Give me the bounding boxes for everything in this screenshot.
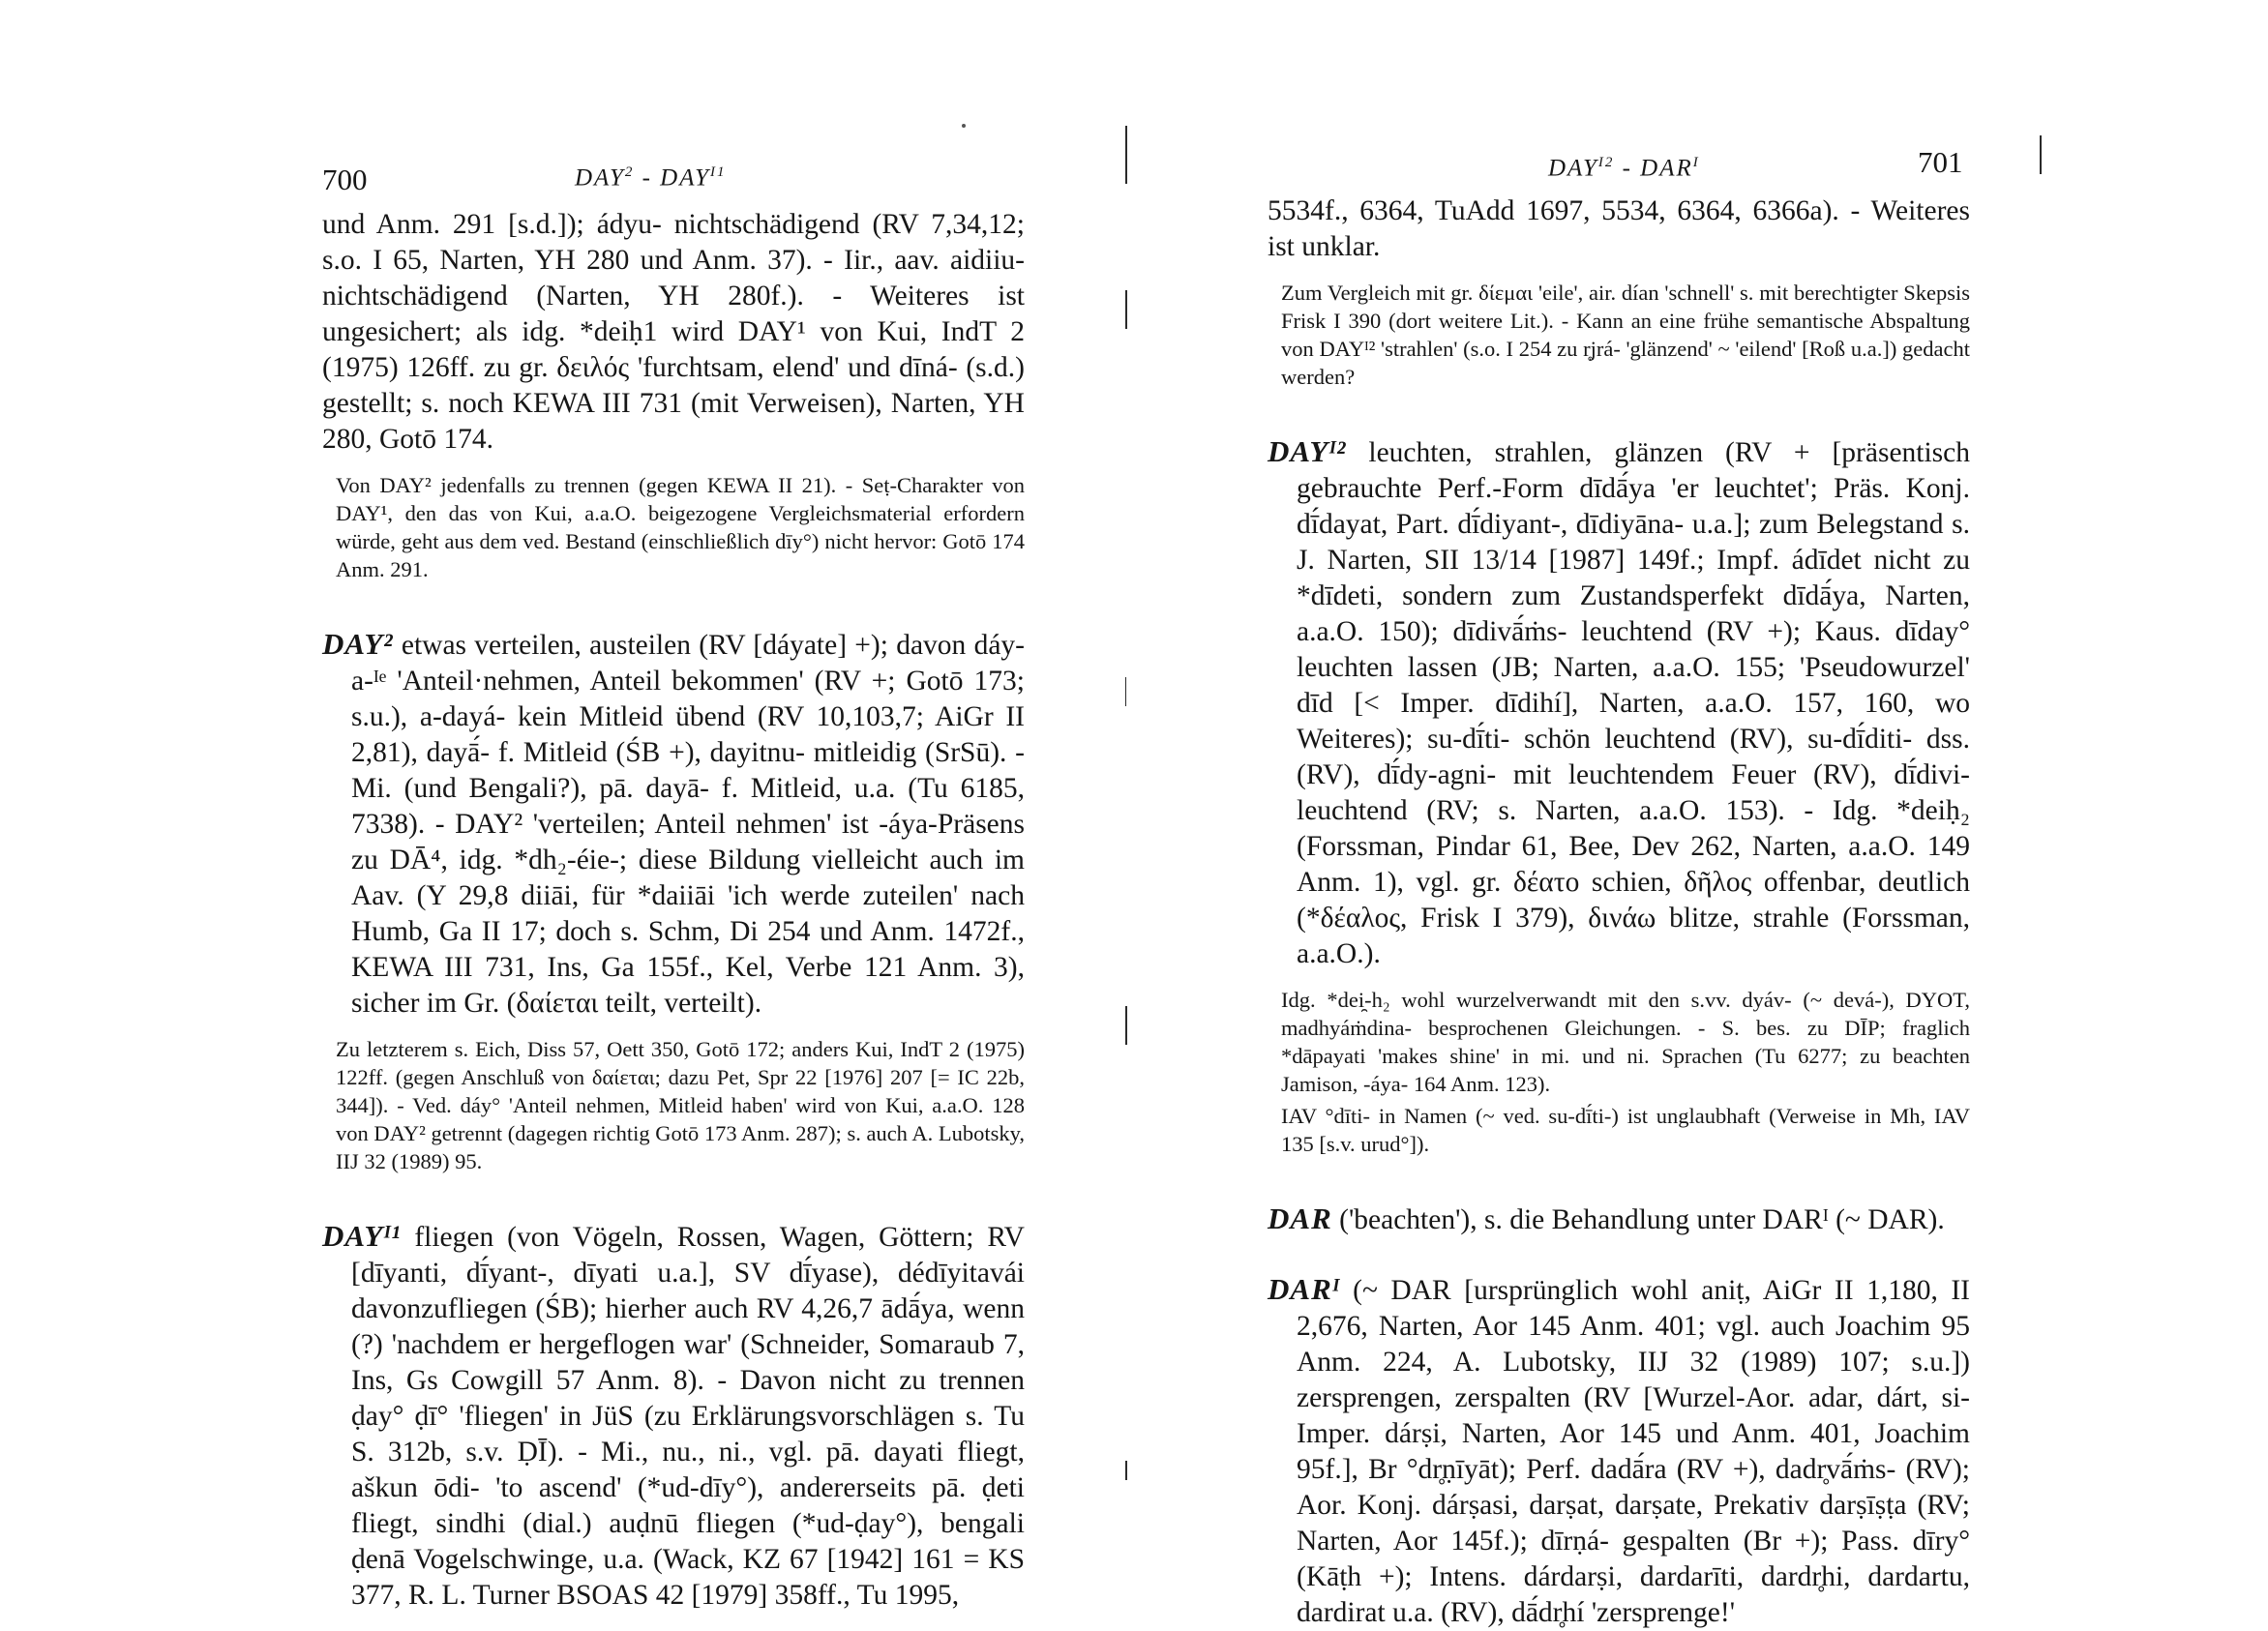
page-number: 700 — [322, 163, 368, 196]
entry-text: ('beachten'), s. die Behandlung unter DARᴵ (~ DAR). — [1331, 1204, 1945, 1235]
entry-text: (~ DAR [ursprünglich wohl aniṭ, AiGr II 1,180, II 2,676, Narten, Aor 145 Anm. 401; vgl. auch Joachim 95 Anm. 224, A. Lubotsky, IIJ 32 (1989) 107; s.u.]) zersprengen, zerspalten (RV [Wurzel-Aor. adar, dárt, si-Imper. dárṣi, Narten, Aor 145 und Anm. 401, Joachim 95f.], Br °dr̥ṇīyāt); Perf. dadā́ra (RV +), dadr̥vā́ṁs- (RV); Aor. Konj. dárṣasi, darṣat, darṣate, Prekativ darṣīṣṭa (RV; Narten, Aor 145f.); dīrṇá- gespalten (Br +); Pass. dīry° (Kāṭh +); Intens. dárdarṣi, dardarīti, dardr̥hi, dardartu, dardirat u.a. (RV), dā́dr̥hí 'zersprenge!' — [1297, 1275, 1970, 1628]
left-page — [0, 0, 1132, 1611]
dictionary-entry — [1268, 1201, 1970, 1238]
page-number: 701 — [1918, 145, 1963, 179]
paragraph: und Anm. 291 [s.d.]); ádyu- nichtschädigend (RV 7,34,12; s.o. I 65, Narten, YH 280 und Anm. 37). - Iir., aav. aidiiu- nichtschädigend (Narten, YH 280f.). - Weiteres ist ungesichert; als idg. *deiḥ1 wird DAY¹ von Kui, IndT 2 (1975) 126ff. zu gr. δειλός 'furchtsam, elend' und dīná- (s.d.) gestellt; s. noch KEWA III 731 (mit Verweisen), Narten, YH 280, Gotō 174. — [322, 209, 1025, 455]
dictionary-entry — [322, 626, 1025, 1022]
running-head: $DAY^{I2} - DAR^I$ — [1548, 155, 1700, 182]
right-text-column — [1268, 193, 1970, 1631]
entry-text: fliegen (von Vögeln, Rossen, Wagen, Göttern; RV [dīyanti, dī́yant-, dīyati u.a.], SV dī́yase), dédīyitavái davonzufliegen (ŚB); hierher auch RV 4,26,7 ādā́ya, wenn (?) 'nachdem er hergeflogen war' (Schneider, Somaraub 7, Ins, Gs Cowgill 57 Anm. 8). - Davon nicht zu trennen ḍay° ḍī° 'fliegen' in JüS (zu Erklärungsvorschlägen s. Tu S. 312b, s.v. ḌĪ). - Mi., nu., ni., vgl. pā. dayati fliegt, aškun ōdi- 'to ascend' (*ud-dīy°), andererseits pā. ḍeti fliegt, sindhi (dial.) auḍnū fliegen (*ud-ḍay°), bengali ḍenā Vogelschwinge, u.a. (Wack, KZ 67 [1942] 161 = KS 377, R. L. Turner BSOAS 42 [1979] 358ff., Tu 1995, — [351, 1222, 1025, 1611]
headword: DARᴵ — [1268, 1272, 1340, 1306]
paragraph: 5534f., 6364, TuAdd 1697, 5534, 6364, 6366a). - Weiteres ist unklar. — [1268, 195, 1970, 262]
headword: DAY² — [322, 627, 394, 661]
dictionary-entry — [1268, 1271, 1970, 1631]
entry-text: leuchten, strahlen, glänzen (RV + [präsentisch gebrauchte Perf.-Form dīdā́ya 'er leuchtet'; Präs. Konj. dī́dayat, Part. dī́diyant-, dīdiyāna- u.a.]; zum Belegstand s. J. Narten, SII 13/14 [1987] 149f.; Impf. ádīdet nicht zu *dīdeti, sondern zum Zustandsperfekt dīdā́ya, Narten, a.a.O. 150); dīdivā́ṁs- leuchtend (RV +); Kaus. dīday° leuchten lassen (JB; Narten, a.a.O. 155; 'Pseudowurzel' dīd [< Imper. dīdihí], Narten, a.a.O. 157, 160, wo Weiteres); su-dī́ti- schön leuchtend (RV), su-dī́diti- dss. (RV), dī́dy-agni- mit leuchtendem Feuer (RV), dī́divi- leuchtend (RV; s. Narten, a.a.O. 153). - Idg. *deiḥ₂ (Forssman, Pindar 61, Bee, Dev 262, Narten, a.a.O. 149 Anm. 1), vgl. gr. δέατο schien, δῆλος offenbar, deutlich (*δέαλος, Frisk I 379), δινάω blitze, strahle (Forssman, a.a.O.). — [1297, 437, 1970, 969]
note: Zu letzterem s. Eich, Diss 57, Oett 350, Gotō 172; anders Kui, IndT 2 (1975) 122ff. (gegen Anschluß von δαίεται; dazu Pet, Spr 22 [1976] 207 [= IC 22b, 344]). - Ved. dáy° 'Anteil nehmen, Mitleid haben' wird von Kui, a.a.O. 128 von DAY² getrennt (dagegen richtig Gotō 173 Anm. 287); s. auch A. Lubotsky, IIJ 32 (1989) 95. — [336, 1037, 1025, 1173]
headword: DAR — [1268, 1201, 1332, 1235]
note: Idg. *dei̯-h₂ wohl wurzelverwandt mit den s.vv. dyáv- (~ devá-), DYOT, madhyáṁdina- besprochenen Gleichungen. - S. bes. zu DĪP; fraglich *dāpayati 'makes shine' in mi. und ni. Sprachen (Tu 6277; zu beachten Jamison, -áya- 164 Anm. 123). — [1281, 988, 1970, 1096]
headword: DAYᴵ¹ — [322, 1219, 402, 1253]
dictionary-entry — [1268, 433, 1970, 972]
entry-text: etwas verteilen, austeilen (RV [dáyate] +); davon dáy-a-ᴵᵉ 'Anteil·nehmen, Anteil bekommen' (RV +; Gotō 173; s.u.), a-dayá- kein Mitleid übend (RV 10,103,7; AiGr II 2,81), dayā́- f. Mitleid (ŚB +), dayitnu- mitleidig (SrSū). - Mi. (und Bengali?), pā. dayā- f. Mitleid, u.a. (Tu 6185, 7338). - DAY² 'verteilen; Anteil nehmen' ist -áya-Präsens zu DĀ⁴, idg. *dh₂-éie-; diese Bildung vielleicht auch im Aav. (Y 29,8 diiāi, für *daiiāi 'ich werde zuteilen' nach Humb, Ga II 17; doch s. Schm, Di 254 und Anm. 1472f., KEWA III 731, Ins, Ga 155f., Kel, Verbe 121 Anm. 3), sicher im Gr. (δαίεται teilt, verteilt). — [351, 630, 1025, 1019]
headword: DAYᴵ² — [1268, 434, 1347, 468]
note: Zum Vergleich mit gr. δίεμαι 'eile', air. dían 'schnell' s. mit berechtigter Skepsis Frisk I 390 (dort weitere Lit.). - Kann an eine frühe semantische Abspaltung von DAYᴵ² 'strahlen' (s.o. I 254 zu r̥jrá- 'glänzend' ~ 'eilend' [Roß u.a.]) gedacht werden? — [1281, 281, 1970, 389]
note: Von DAY² jedenfalls zu trennen (gegen KEWA II 21). - Seṭ-Charakter von DAY¹, den das von Kui, a.a.O. beigezogene Vergleichsmaterial erfordern würde, geht aus dem ved. Bestand (einschließlich dīy°) nicht hervor: Gotō 174 Anm. 291. — [336, 473, 1025, 581]
note: IAV °dīti- in Namen (~ ved. su-dī́ti-) ist unglaubhaft (Verweise in Mh, IAV 135 [s.v. urud°]). — [1281, 1104, 1970, 1156]
dictionary-entry — [322, 1218, 1025, 1614]
right-page — [1132, 0, 2268, 1628]
left-text-column — [322, 207, 1025, 1614]
running-head: $DAY^2 - DAY^{I1}$ — [575, 164, 727, 192]
